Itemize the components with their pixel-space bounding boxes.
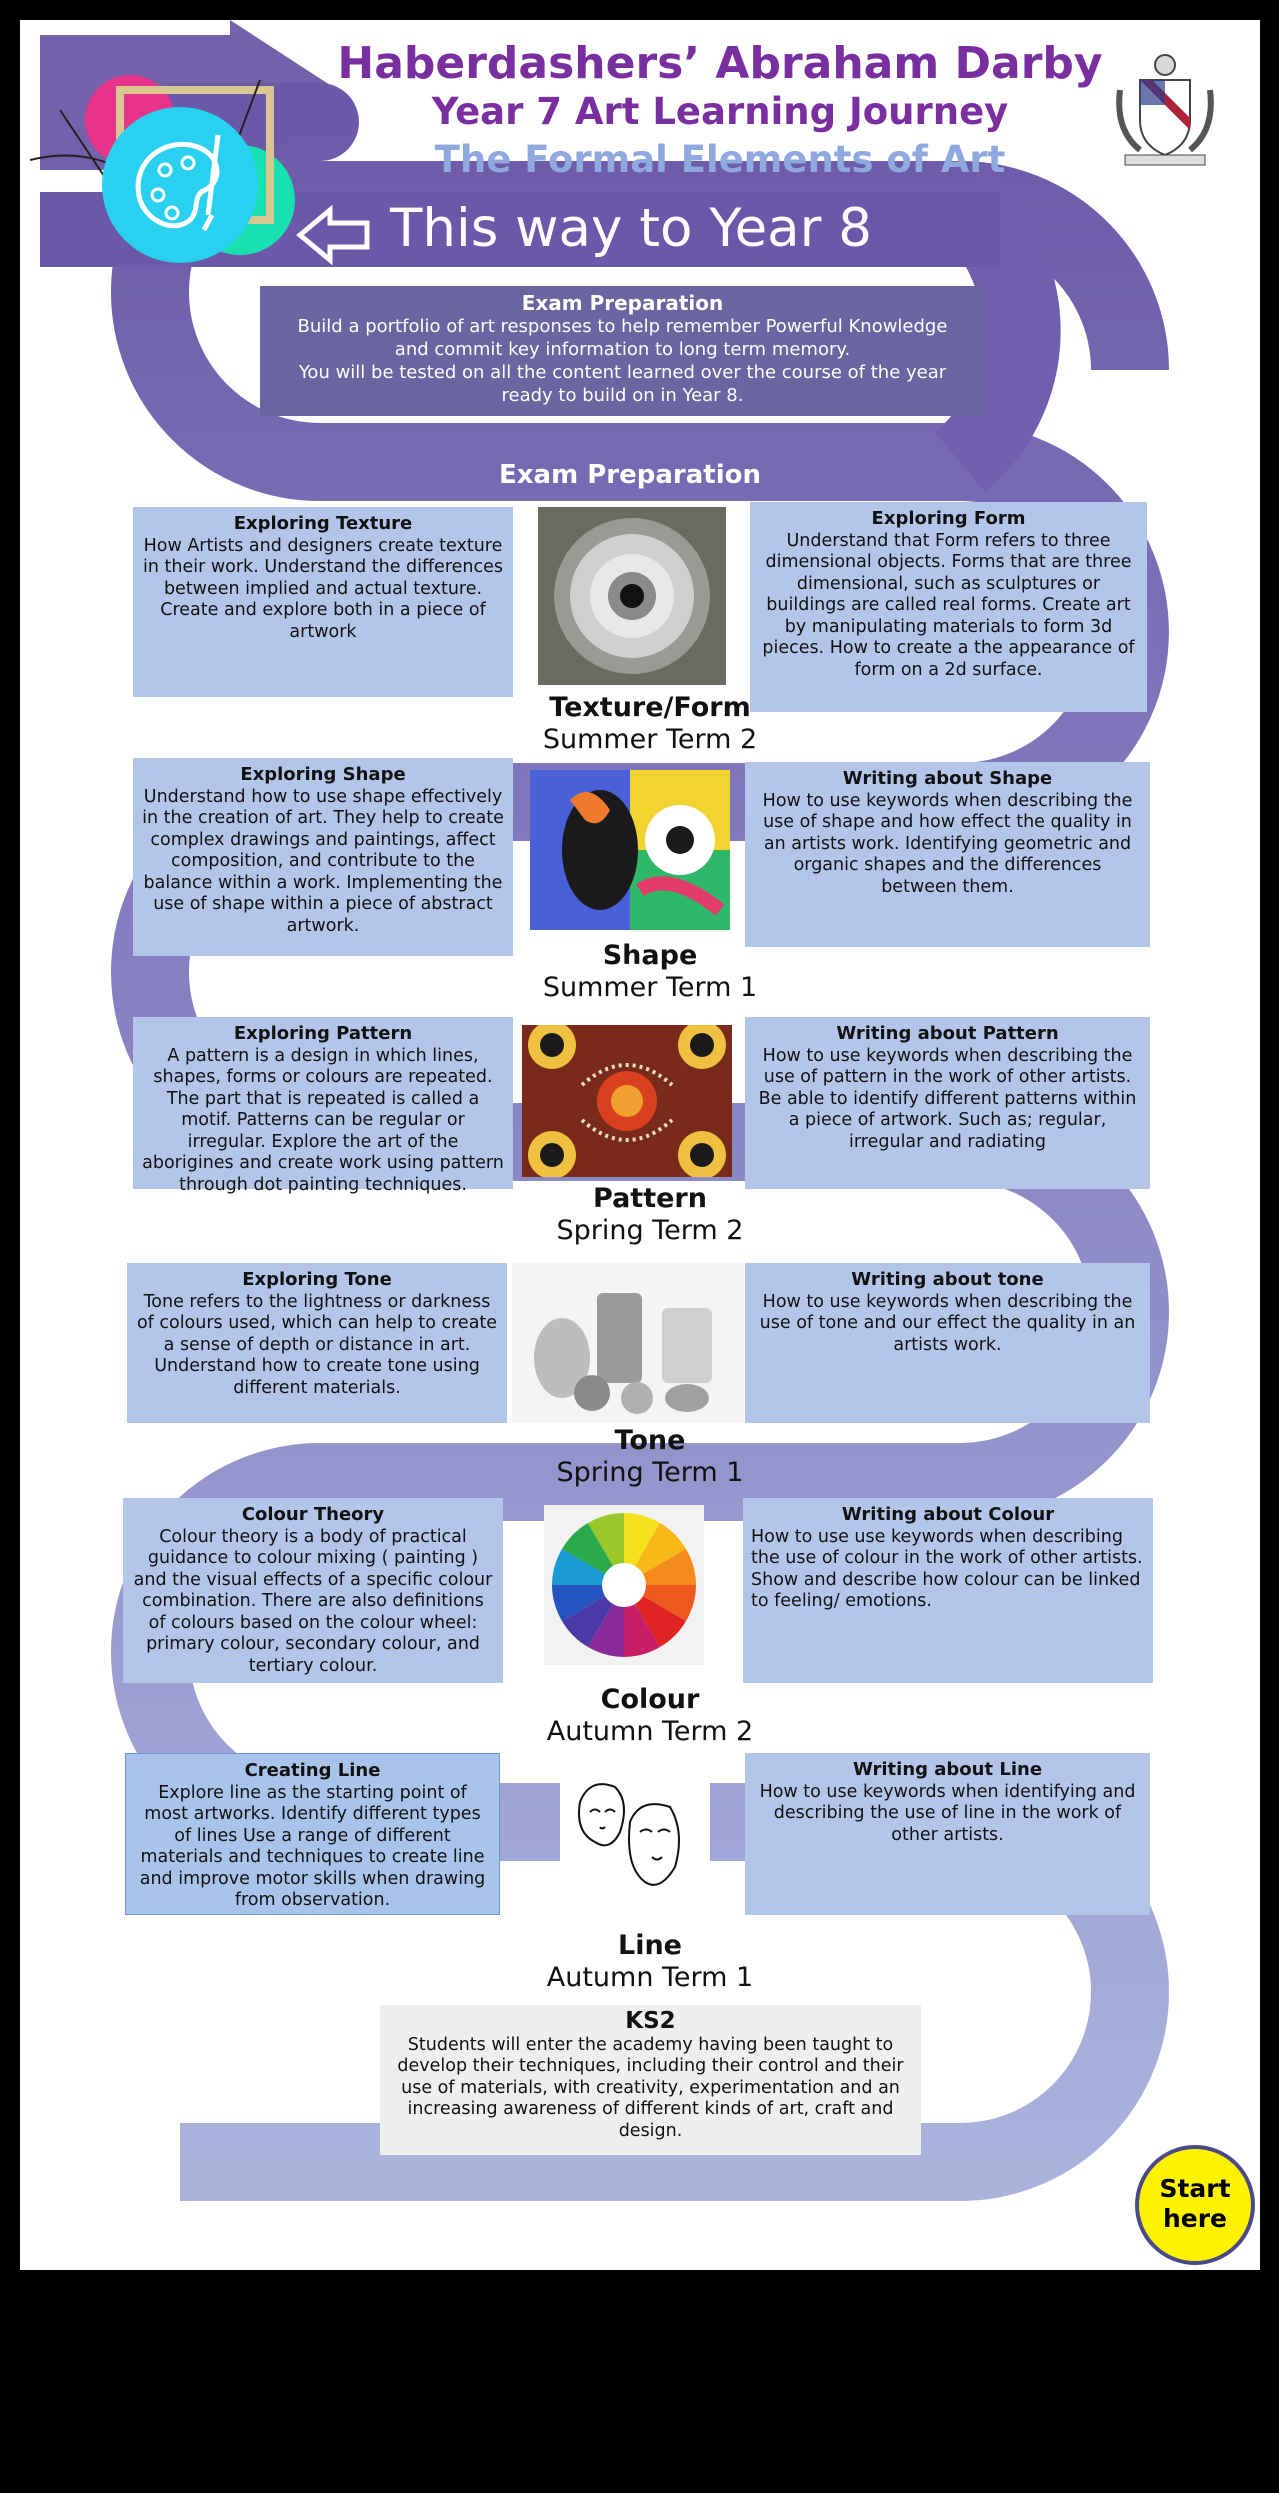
box-text: Colour theory is a body of practical guidance to colour mixing ( painting ) and the visual effects of a specific colour combination. There are also definitions of colours based on the colour wheel: primary colour, secondary colour, and tertiary colour. bbox=[133, 1526, 493, 1676]
abstract-shapes-artwork-image bbox=[530, 770, 730, 930]
box-heading: Exploring Tone bbox=[242, 1269, 392, 1290]
stage-shape bbox=[440, 940, 860, 1004]
stage-name: Line bbox=[618, 1930, 682, 1961]
box-text: How Artists and designers create texture in their work. Understand the differences between implied and actual texture. Create and explore both in a piece of artwork bbox=[142, 535, 503, 642]
box-heading: Writing about Line bbox=[852, 1759, 1043, 1780]
writing-about-pattern-box bbox=[745, 1017, 1150, 1189]
journey-title: Year 7 Art Learning Journey bbox=[431, 90, 1009, 133]
exam-box-line: and commit key information to long term memory. bbox=[394, 339, 851, 360]
stage-name: Shape bbox=[602, 940, 698, 971]
exam-preparation-label: Exam Preparation bbox=[499, 460, 761, 490]
stage-term: Summer Term 1 bbox=[542, 972, 758, 1003]
exam-box-heading: Exam Preparation bbox=[521, 291, 724, 315]
exploring-pattern-box bbox=[133, 1017, 513, 1195]
start-here-button[interactable] bbox=[1135, 2145, 1255, 2265]
exploring-shape-box bbox=[133, 758, 513, 956]
arrow-left-icon bbox=[295, 205, 375, 265]
colour-theory-box bbox=[123, 1498, 503, 1683]
exploring-tone-box bbox=[127, 1263, 507, 1423]
ks2-heading: KS2 bbox=[625, 2008, 676, 2034]
box-text: How to use use keywords when describing the use of colour in the work of other artists. Show and describe how colour can be linked to feeling/ emotions. bbox=[751, 1526, 1143, 1611]
stage-pattern bbox=[440, 1183, 860, 1247]
box-heading: Exploring Pattern bbox=[233, 1023, 413, 1044]
stage-term: Summer Term 2 bbox=[542, 724, 758, 755]
box-text: How to use keywords when describing the use of shape and how effect the quality in an artists work. Identifying geometric and organic shapes and the differences between them. bbox=[762, 790, 1133, 897]
line-face-drawing-image bbox=[560, 1772, 710, 1902]
exploring-texture-box bbox=[133, 507, 513, 697]
stone-circle-image bbox=[538, 507, 726, 685]
school-crest-icon bbox=[1110, 50, 1220, 170]
start-label-line1: Start bbox=[1159, 2174, 1231, 2203]
exam-box-line: Build a portfolio of art responses to help remember Powerful Knowledge bbox=[297, 316, 948, 337]
stage-term: Spring Term 1 bbox=[556, 1457, 744, 1488]
learning-journey-poster bbox=[20, 20, 1260, 2270]
subtitle: The Formal Elements of Art bbox=[434, 138, 1006, 181]
stage-tone bbox=[440, 1425, 860, 1489]
box-heading: Creating Line bbox=[244, 1760, 381, 1781]
stage-term: Autumn Term 1 bbox=[546, 1962, 754, 1993]
palette-icon bbox=[100, 105, 260, 265]
box-heading: Exploring Texture bbox=[233, 513, 413, 534]
stage-name: Tone bbox=[614, 1425, 686, 1456]
exam-box-line: You will be tested on all the content learned over the course of the year bbox=[298, 362, 947, 383]
box-text: How to use keywords when identifying and describing the use of line in the work of other artists. bbox=[759, 1781, 1136, 1845]
ks2-box bbox=[380, 2005, 921, 2155]
box-text: A pattern is a design in which lines, shapes, forms or colours are repeated. The part that is repeated is called a motif. Patterns can be regular or irregular. Explore the art of the aborigines and create work using pattern through dot painting techniques. bbox=[142, 1045, 504, 1195]
box-heading: Exploring Form bbox=[871, 508, 1026, 529]
stage-texture-form bbox=[440, 692, 860, 756]
box-heading: Exploring Shape bbox=[240, 764, 406, 785]
next-year-label: This way to Year 8 bbox=[390, 198, 873, 259]
stage-name: Colour bbox=[600, 1684, 700, 1715]
writing-about-colour-box bbox=[743, 1498, 1153, 1683]
box-text: Explore line as the starting point of most artworks. Identify different types of lines Use a range of different materials and techniques to create line and improve motor skills when drawing from observation. bbox=[139, 1782, 486, 1910]
box-heading: Colour Theory bbox=[241, 1504, 385, 1525]
stage-colour bbox=[440, 1684, 860, 1748]
creating-line-box bbox=[125, 1753, 500, 1915]
tonal-still-life-drawing-image bbox=[512, 1263, 744, 1423]
writing-about-tone-box bbox=[745, 1263, 1150, 1423]
box-heading: Writing about Shape bbox=[842, 768, 1053, 789]
box-text: How to use keywords when describing the use of tone and our effect the quality in an artists work. bbox=[759, 1291, 1136, 1355]
box-heading: Writing about Colour bbox=[841, 1504, 1055, 1525]
exam-box-line: ready to build on in Year 8. bbox=[501, 385, 744, 406]
colour-wheel-image bbox=[544, 1505, 704, 1665]
box-text: Tone refers to the lightness or darkness of colours used, which can help to create a sense of depth or distance in art. Understand how to create tone using different materials. bbox=[136, 1291, 498, 1398]
school-name: Haberdashers’ Abraham Darby bbox=[337, 38, 1103, 89]
ks2-text: Students will enter the academy having been taught to develop their techniques, including their control and their use of materials, with creativity, experimentation and an increasing awareness of different kinds of art, craft and design. bbox=[397, 2034, 904, 2141]
aboriginal-dot-painting-image bbox=[522, 1025, 732, 1177]
stage-name: Texture/Form bbox=[549, 692, 751, 723]
box-heading: Writing about Pattern bbox=[836, 1023, 1059, 1044]
stage-term: Autumn Term 2 bbox=[546, 1716, 754, 1747]
exploring-form-box bbox=[750, 502, 1147, 712]
start-label-line2: here bbox=[1162, 2204, 1228, 2233]
writing-about-shape-box bbox=[745, 762, 1150, 947]
exam-preparation-box bbox=[260, 286, 985, 416]
stage-name: Pattern bbox=[593, 1183, 707, 1214]
box-text: How to use keywords when describing the use of pattern in the work of other artists. Be able to identify different patterns within a piece of artwork. Such as; regular, irregular and radiating bbox=[758, 1045, 1137, 1152]
stage-term: Spring Term 2 bbox=[556, 1215, 744, 1246]
writing-about-line-box bbox=[745, 1753, 1150, 1915]
box-heading: Writing about tone bbox=[851, 1269, 1044, 1290]
box-text: Understand how to use shape effectively in the creation of art. They help to create complex drawings and paintings, affect composition, and contribute to the balance within a work. Implementing the use of shape within a piece of abstract artwork. bbox=[142, 786, 504, 936]
stage-line bbox=[440, 1930, 860, 1994]
box-text: Understand that Form refers to three dimensional objects. Forms that are three dimensional, such as sculptures or buildings are called real forms. Create art by manipulating materials to form 3d pieces. How to create a the appearance of form on a 2d surface. bbox=[762, 530, 1135, 680]
